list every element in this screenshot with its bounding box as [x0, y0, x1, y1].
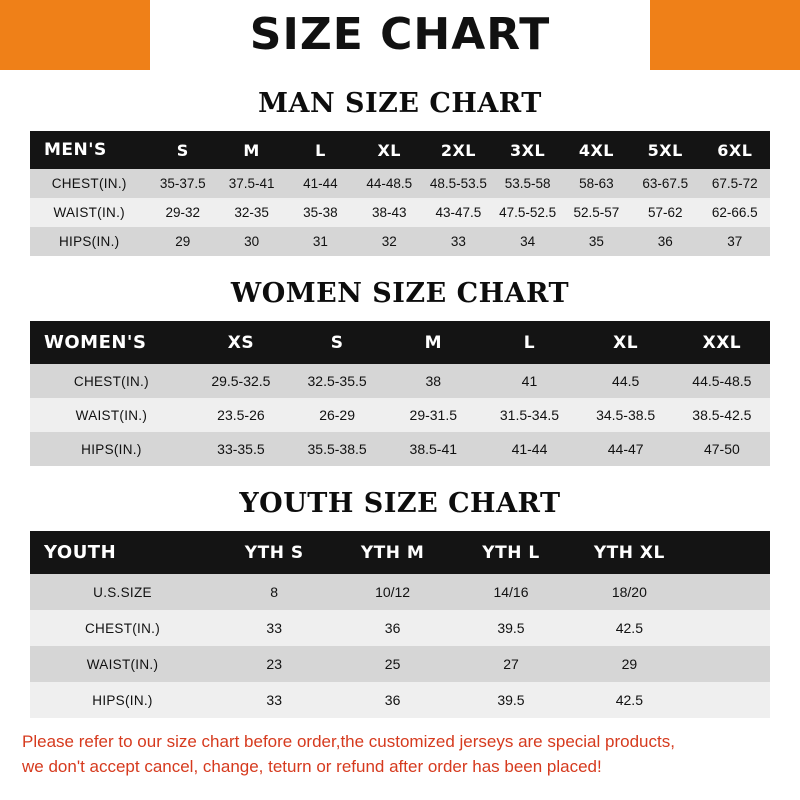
cell: 38-43	[371, 205, 407, 220]
cell: 31.5-34.5	[499, 407, 560, 423]
cell: 47.5-52.5	[499, 205, 557, 220]
men-header-cell: MEN'S	[44, 140, 107, 160]
cell: 52.5-57	[573, 205, 620, 220]
row-label: HIPS(IN.)	[92, 692, 153, 708]
cell: 34.5-38.5	[596, 407, 656, 423]
cell: 42.5	[615, 692, 643, 708]
men-header-cell: L	[315, 140, 326, 160]
cell: 38.5-41	[409, 441, 458, 457]
cell: 29	[621, 656, 638, 672]
women-header-cell: L	[523, 332, 536, 353]
header-banner	[0, 0, 800, 70]
cell-spacer	[689, 646, 770, 682]
men-header-cell: 4XL	[578, 140, 614, 160]
cell: 34	[520, 234, 536, 249]
men-table-wrap	[0, 131, 800, 256]
cell: 44.5-48.5	[692, 373, 752, 389]
table-row	[30, 398, 770, 432]
cell: 67.5-72	[711, 176, 758, 191]
cell: 31	[312, 234, 328, 249]
cell: 25	[384, 656, 401, 672]
table-row	[30, 432, 770, 466]
row-label: WAIST(IN.)	[75, 407, 148, 423]
cell: 44.5	[612, 373, 640, 389]
men-table-header-row	[30, 131, 770, 169]
cell: 36	[384, 692, 401, 708]
cell: 32-35	[234, 205, 269, 220]
table-row	[30, 682, 770, 718]
cell-spacer	[689, 574, 770, 610]
row-label: WAIST(IN.)	[53, 205, 125, 220]
footer-note-line-2: we don't accept cancel, change, teturn or refund after order has been placed!	[22, 756, 602, 776]
cell: 43-47.5	[435, 205, 482, 220]
women-section-title: WOMEN SIZE CHART	[230, 278, 570, 309]
men-size-table	[30, 131, 770, 256]
header-banner-inner	[150, 0, 650, 70]
cell: 10/12	[375, 584, 411, 600]
cell: 35	[588, 234, 604, 249]
cell: 30	[244, 234, 260, 249]
men-header-cell: 5XL	[647, 140, 683, 160]
cell: 44-48.5	[366, 176, 413, 191]
cell: 37.5-41	[228, 176, 275, 191]
men-header-cell: XL	[377, 140, 401, 160]
cell: 14/16	[493, 584, 529, 600]
cell: 33	[450, 234, 466, 249]
women-header-cell: M	[424, 332, 442, 353]
women-header-cell: XL	[613, 332, 639, 353]
cell: 53.5-58	[504, 176, 551, 191]
cell: 44-47	[607, 441, 644, 457]
cell: 33	[266, 692, 282, 708]
cell: 29	[175, 234, 191, 249]
cell: 36	[384, 620, 401, 636]
cell: 37	[727, 234, 743, 249]
cell: 33	[266, 620, 282, 636]
cell: 63-67.5	[642, 176, 689, 191]
youth-header-cell: YTH XL	[593, 542, 665, 563]
row-label: HIPS(IN.)	[81, 441, 142, 457]
cell: 39.5	[497, 692, 525, 708]
table-row	[30, 169, 770, 198]
table-row	[30, 646, 770, 682]
cell: 48.5-53.5	[429, 176, 487, 191]
women-header-cell: XXL	[702, 332, 742, 353]
youth-table-wrap	[0, 531, 800, 718]
women-size-table	[30, 321, 770, 466]
youth-header-spacer	[689, 531, 770, 574]
men-header-cell: 2XL	[440, 140, 476, 160]
footer-note-line-1: Please refer to our size chart before order,the customized jerseys are special products,	[22, 732, 675, 751]
women-header-cell: XS	[227, 332, 255, 353]
youth-section-title: YOUTH SIZE CHART	[239, 488, 561, 519]
table-row	[30, 198, 770, 227]
cell: 62-66.5	[711, 205, 758, 220]
row-label: CHEST(IN.)	[51, 176, 127, 191]
cell: 23.5-26	[217, 407, 265, 423]
women-table-header-row	[30, 321, 770, 364]
youth-table-header-row	[30, 531, 770, 574]
cell: 23	[266, 656, 282, 672]
cell: 26-29	[319, 407, 355, 423]
row-label: HIPS(IN.)	[58, 234, 120, 249]
women-header-cell: S	[330, 332, 344, 353]
cell: 29-32	[165, 205, 201, 220]
cell: 33-35.5	[217, 441, 265, 457]
cell: 35-37.5	[159, 176, 206, 191]
cell: 57-62	[647, 205, 683, 220]
women-table-wrap	[0, 321, 800, 466]
men-section-title: MAN SIZE CHART	[258, 88, 542, 119]
men-header-cell: M	[243, 140, 260, 160]
cell: 38.5-42.5	[692, 407, 752, 423]
row-label: WAIST(IN.)	[86, 656, 159, 672]
cell: 41-44	[303, 176, 338, 191]
row-label: U.S.SIZE	[93, 584, 152, 600]
cell-spacer	[689, 682, 770, 718]
cell: 35-38	[303, 205, 338, 220]
cell: 29-31.5	[409, 407, 458, 423]
cell: 8	[270, 584, 279, 600]
table-row	[30, 610, 770, 646]
men-header-cell: 6XL	[717, 140, 753, 160]
men-header-cell: S	[176, 140, 189, 160]
youth-size-table	[30, 531, 770, 718]
cell: 32	[381, 234, 397, 249]
cell: 39.5	[497, 620, 525, 636]
table-row	[30, 364, 770, 398]
cell: 58-63	[579, 176, 614, 191]
cell: 27	[503, 656, 519, 672]
row-label: CHEST(IN.)	[85, 620, 160, 636]
cell: 47-50	[703, 441, 740, 457]
youth-header-cell: YOUTH	[44, 542, 117, 563]
cell: 38	[425, 373, 442, 389]
table-row	[30, 574, 770, 610]
page-title: SIZE CHART	[249, 9, 551, 60]
cell: 29.5-32.5	[211, 373, 271, 389]
cell: 32.5-35.5	[307, 373, 367, 389]
cell: 41	[521, 373, 538, 389]
youth-header-cell: YTH L	[482, 542, 540, 563]
cell-spacer	[689, 610, 770, 646]
cell: 36	[657, 234, 673, 249]
table-row	[30, 227, 770, 256]
cell: 35.5-38.5	[307, 441, 367, 457]
men-header-cell: 3XL	[510, 140, 546, 160]
footer-note	[0, 718, 800, 779]
women-header-cell: WOMEN'S	[44, 332, 147, 353]
cell: 42.5	[615, 620, 643, 636]
cell: 41-44	[511, 441, 548, 457]
cell: 18/20	[611, 584, 647, 600]
row-label: CHEST(IN.)	[73, 373, 149, 389]
youth-header-cell: YTH S	[244, 542, 304, 563]
youth-header-cell: YTH M	[360, 542, 425, 563]
